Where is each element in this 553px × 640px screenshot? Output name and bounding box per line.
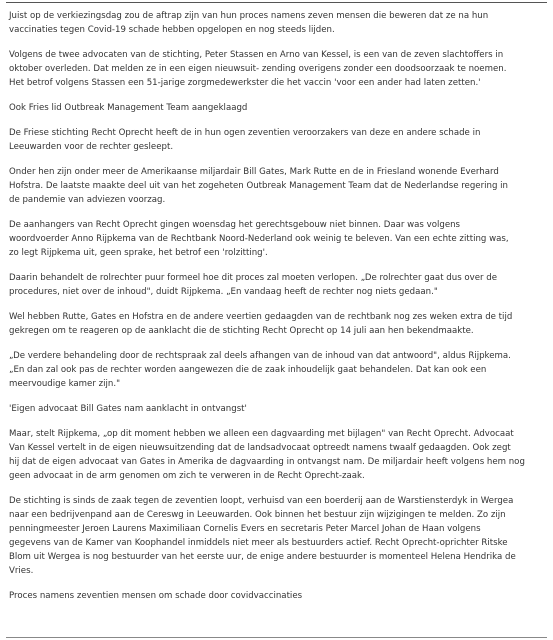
summons-paragraph: Maar, stelt Rijpkema, „op dit moment hebben we alleen een dagvaarding met bijlagen" van Recht Oprecht. Advocaat Van Kessel vertelt in de eigen nieuwsuitzending dat de landsadvocaat optreedt namens twaalf gedaagden. Ook zegt hij dat de eigen advocaat van Gates in Amerika de dagvaarding in ontvangst nam. De miljardair heeft volgens hem nog geen advocaat in de arm genomen om zich te verweren in de Recht Oprecht-zaak. xyxy=(9,429,525,481)
top-divider xyxy=(6,2,547,3)
quote-paragraph: „De verdere behandeling door de rechtspraak zal deels afhangen van de inhoud van dat antwoord", aldus Rijpkema. „En dan zal ook pas de rechter worden aangewezen die de zaak inhoudelijk gaat behandelen. Dat kan ook een meervoudige kamer zijn." xyxy=(9,351,511,389)
foundation-paragraph: De Friese stichting Recht Oprecht heeft de in hun ogen zeventien veroorzakers van deze en andere schade in Leeuwarden voor de rechter gesleept. xyxy=(9,128,481,152)
section-heading-bill-gates: 'Eigen advocaat Bill Gates nam aanklacht in ontvangst' xyxy=(9,404,247,414)
section-heading-proces: Proces namens zeventien mensen om schade door covidvaccinaties xyxy=(9,591,303,601)
extension-paragraph: Wel hebben Rutte, Gates en Hofstra en de andere veertien gedaagden van de rechtbank nog zes weken extra de tijd gekregen om te reageren op de aanklacht die de stichting Recht Oprecht op 14 juli aan hen bekendmaakte. xyxy=(9,312,513,336)
court-paragraph: De aanhangers van Recht Oprecht gingen woensdag het gerechtsgebouw niet binnen. Daar was volgens woordvoerder Anno Rijpkema van de Rechtbank Noord-Nederland ook weinig te beleven. Van een echte zitting was, zo legt Rijpkema uit, geen sprake, het betrof een 'rolzitting'. xyxy=(9,220,509,258)
bottom-divider xyxy=(6,637,547,638)
rolrechter-paragraph: Daarin behandelt de rolrechter puur formeel hoe dit proces zal moeten verlopen. „De rolrechter gaat dus over de procedures, niet over de inhoud", duidt Rijpkema. „En vandaag heeft de rechter nog niets gedaan." xyxy=(9,273,498,297)
lawyers-paragraph: Volgens de twee advocaten van de stichting, Peter Stassen en Arno van Kessel, is een van de zeven slachtoffers in oktober overleden. Dat melden ze in een eigen nieuwsuit- zending overigens zonder een doodsoorzaak te noemen. Het betrof volgens Stassen een 51-jarige zorgmedewerkster die het vaccin 'voor een ander had laten zetten.' xyxy=(9,50,507,88)
board-paragraph: De stichting is sinds de zaak tegen de zeventien loopt, verhuisd van een boerderij aan de Warstiensterdyk in Wergea naar een bedrijvenpand aan de Cereswg in Leeuwarden. Ook binnen het bestuur zijn wijzigingen te melden. Zo zijn penningmeester Jeroen Laurens Maximiliaan Cornelis Evers en secretaris Peter Marcel Johan de Haan volgens gegevens van de Kamer van Koophandel inmiddels niet meer als bestuurders actief. Recht Oprecht-oprichter Ritske Blom uit Wergea is nog bestuurder van het eerste uur, de enige andere bestuurder is momenteel Helena Hendrika de Vries. xyxy=(9,496,516,576)
intro-paragraph: Juist op de verkiezingsdag zou de aftrap zijn van hun proces namens zeven mensen die beweren dat ze na hun vaccinaties tegen Covid-19 schade hebben opgelopen en nog steeds lijden. xyxy=(9,11,489,35)
defendants-paragraph: Onder hen zijn onder meer de Amerikaanse miljardair Bill Gates, Mark Rutte en de in Friesland wonende Everhard Hofstra. De laatste maakte deel uit van het zogeheten Outbreak Management Team dat de Nederlandse regering in de pandemie van adviezen voorzag. xyxy=(9,167,508,205)
section-heading-fries-lid: Ook Fries lid Outbreak Management Team aangeklaagd xyxy=(9,103,248,113)
article-body xyxy=(9,9,543,614)
